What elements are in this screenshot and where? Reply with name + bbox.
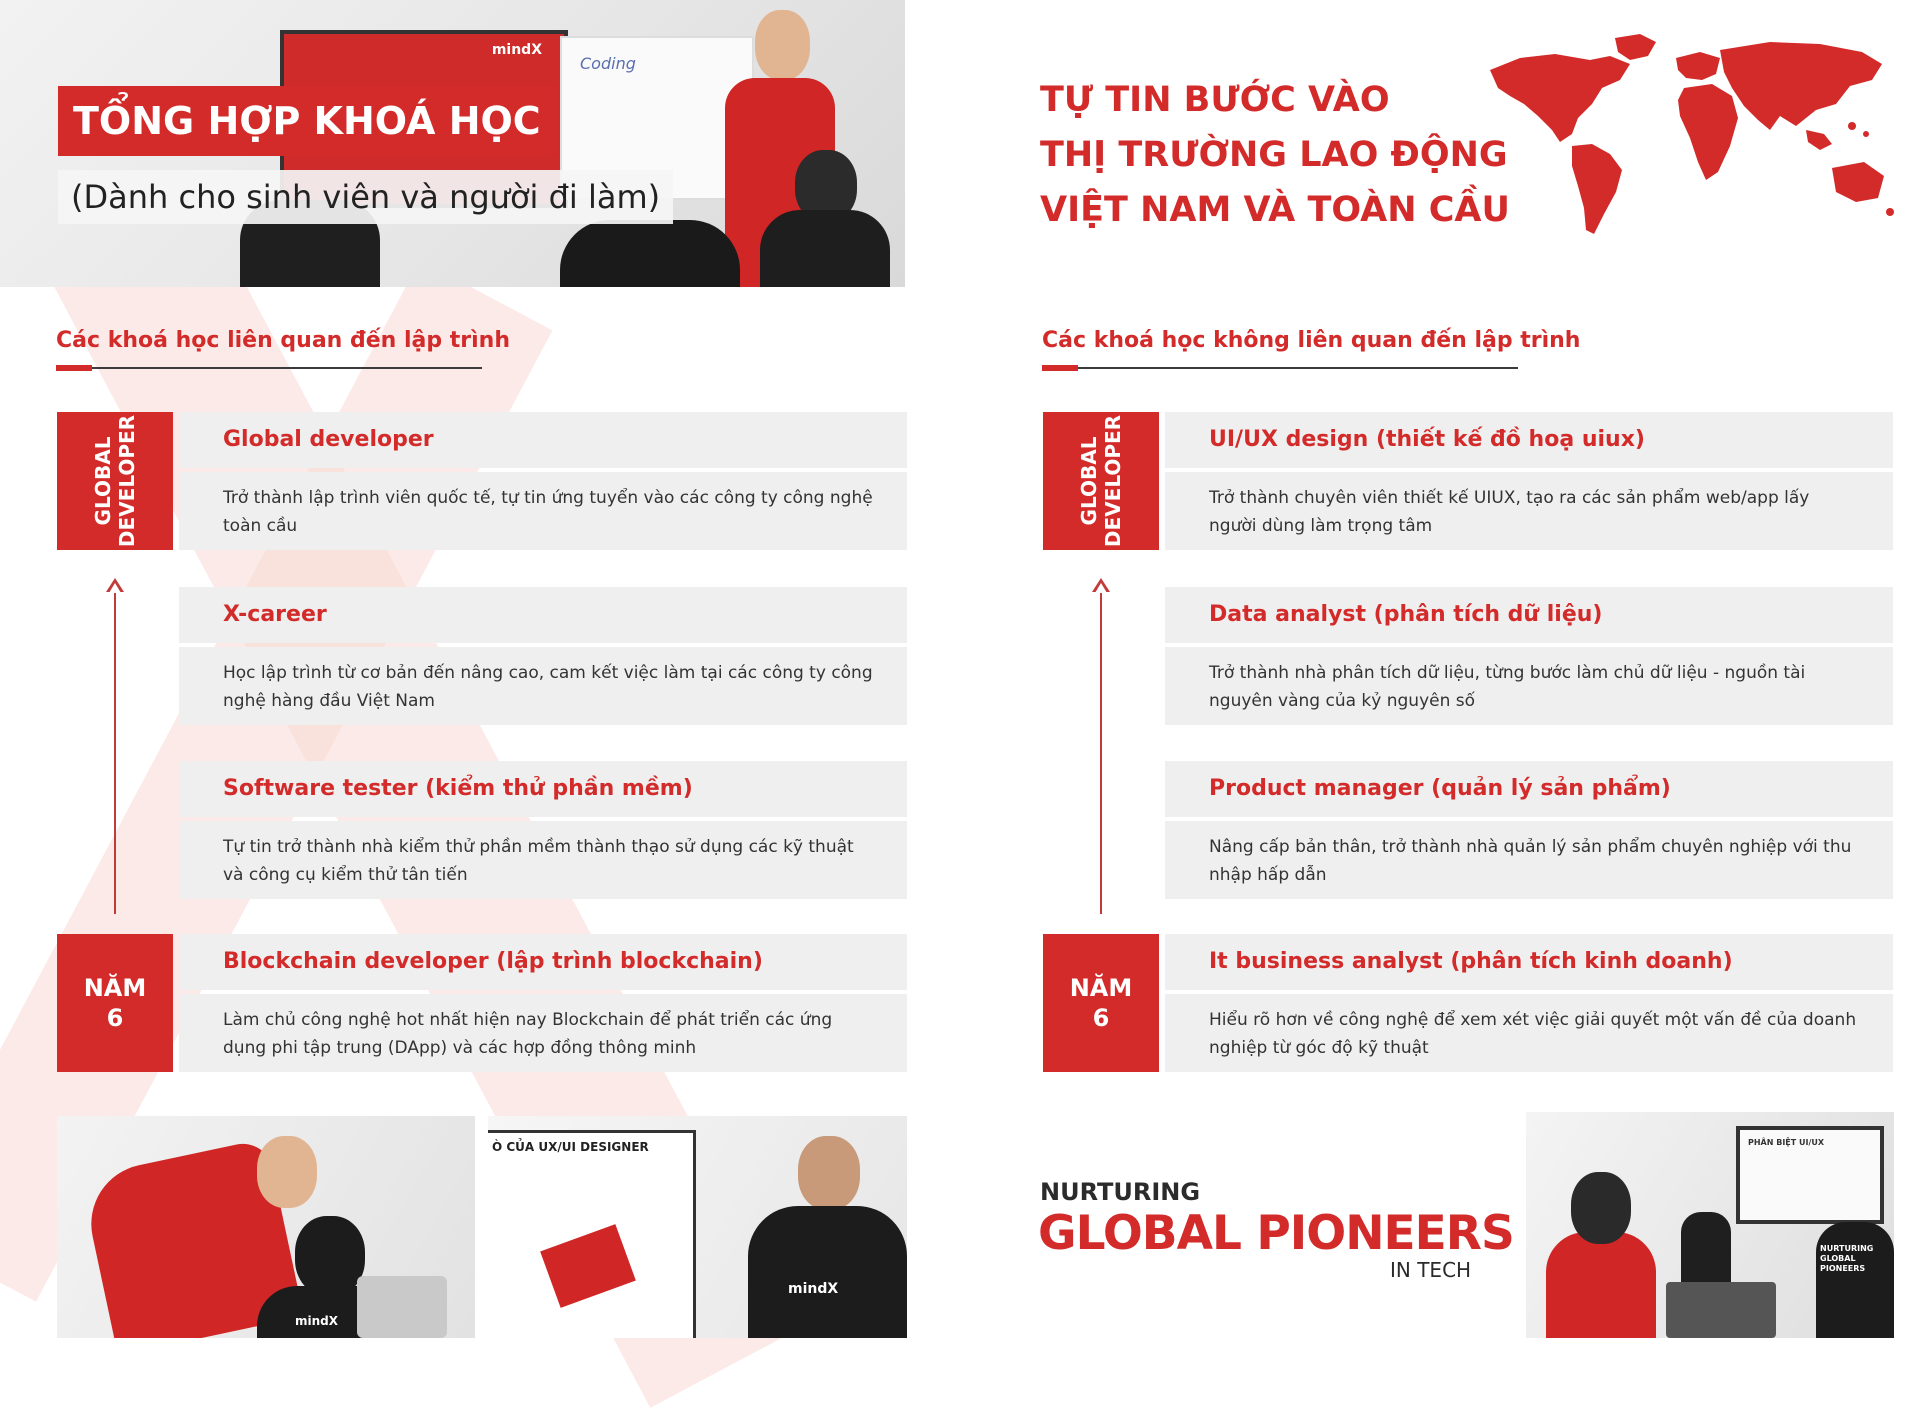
course-description: Hiểu rõ hơn về công nghệ để xem xét việc giải quyết một vấn đề của doanh nghiệp từ góc độ kỹ thuật [1165,994,1893,1072]
course-description: Học lập trình từ cơ bản đến nâng cao, cam kết việc làm tại các công ty công nghệ hàng đầu Việt Nam [179,647,907,725]
headline-line-2: THỊ TRƯỜNG LAO ĐỘNG [1040,135,1508,175]
year-badge-label: NĂM [1069,974,1133,1002]
year-badge-number: 6 [1092,1004,1110,1032]
photo-uiux-lecture [1526,1112,1894,1338]
career-path-arrow [1100,580,1102,914]
course-title: UI/UX design (thiết kế đồ hoạ uiux) [1165,412,1893,468]
course-title: Software tester (kiểm thử phần mềm) [179,761,907,817]
global-developer-badge [1043,412,1159,550]
global-developer-badge-text: GLOBAL DEVELOPER [1077,414,1126,548]
page-title: TỔNG HỢP KHOÁ HỌC [58,86,556,156]
course-title: Global developer [179,412,907,468]
year-badge-label: NĂM [83,974,147,1002]
student [560,220,740,287]
year-badge [57,934,173,1072]
shirt-brand: mindX [788,1281,839,1297]
whiteboard-text: Coding [580,54,636,73]
headline-line-3: VIỆT NAM VÀ TOÀN CẦU [1040,190,1510,230]
brand-tagline-tail: IN TECH [1390,1258,1472,1282]
global-developer-badge-text: GLOBAL DEVELOPER [91,414,140,548]
left-section-title: Các khoá học liên quan đến lập trình [56,328,510,353]
course-description: Tự tin trở thành nhà kiểm thử phần mềm thành thạo sử dụng các kỹ thuật và công cụ kiểm thử tân tiến [179,821,907,899]
year-badge [1043,934,1159,1072]
brand-tagline-top: NURTURING [1040,1178,1201,1206]
right-section-underline [1042,367,1518,369]
brand-tagline-main: GLOBAL PIONEERS [1038,1206,1514,1261]
career-path-arrow [114,580,116,914]
tv-brand: mindX [491,42,542,58]
shirt-print: NURTURING GLOBAL PIONEERS [1820,1244,1874,1273]
course-description: Nâng cấp bản thân, trở thành nhà quản lý sản phẩm chuyên nghiệp với thu nhập hấp dẫn [1165,821,1893,899]
photo-ux-class [488,1116,907,1338]
headline-line-1: TỰ TIN BƯỚC VÀO [1040,80,1390,120]
course-title: X-career [179,587,907,643]
course-title: Blockchain developer (lập trình blockchain) [179,934,907,990]
course-title: It business analyst (phân tích kinh doanh) [1165,934,1893,990]
global-developer-badge [57,412,173,550]
course-description: Trở thành lập trình viên quốc tế, tự tin ứng tuyển vào các công ty công nghệ toàn cầu [179,472,907,550]
course-title: Data analyst (phân tích dữ liệu) [1165,587,1893,643]
world-map-icon [1480,30,1900,255]
photo-mentoring [57,1116,475,1338]
left-section-underline [56,367,482,369]
laptop-brand: mindX [295,1314,339,1328]
screen-title: PHÂN BIỆT UI/UX [1748,1138,1825,1147]
course-title: Product manager (quản lý sản phẩm) [1165,761,1893,817]
course-description: Trở thành nhà phân tích dữ liệu, từng bước làm chủ dữ liệu - nguồn tài nguyên vàng của kỷ nguyên số [1165,647,1893,725]
student [760,150,890,287]
course-description: Trở thành chuyên viên thiết kế UIUX, tạo ra các sản phẩm web/app lấy người dùng làm trọng tâm [1165,472,1893,550]
course-description: Làm chủ công nghệ hot nhất hiện nay Blockchain để phát triển các ứng dụng phi tập trung (DApp) và các hợp đồng thông minh [179,994,907,1072]
year-badge-number: 6 [106,1004,124,1032]
right-section-title: Các khoá học không liên quan đến lập trình [1042,328,1581,353]
page-subtitle: (Dành cho sinh viên và người đi làm) [58,170,673,224]
poster-title: Ò CỦA UX/UI DESIGNER [492,1140,649,1154]
